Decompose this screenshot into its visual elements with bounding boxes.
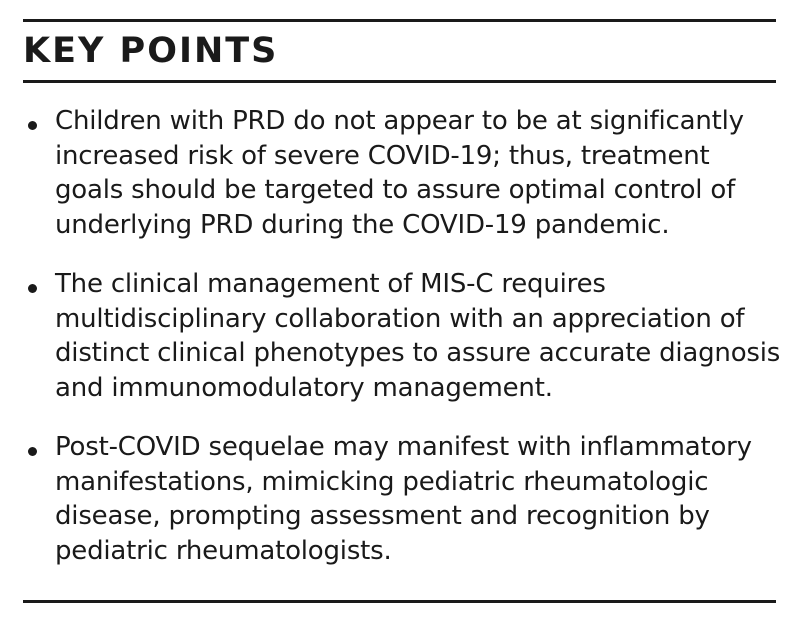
key-point-line: distinct clinical phenotypes to assure accurate diagnosis	[55, 338, 781, 368]
key-point-line: and immunomodulatory management.	[55, 372, 553, 403]
bullet-icon	[28, 121, 37, 130]
key-point-1	[23, 104, 783, 242]
key-point-2	[23, 267, 783, 405]
key-point-line: Post-COVID sequelae may manifest with inflammatory	[55, 432, 752, 462]
key-point-line: manifestations, mimicking pediatric rheumatologic	[55, 466, 709, 497]
title-divider	[23, 80, 776, 83]
key-point-line: underlying PRD during the COVID-19 pandemic.	[55, 209, 670, 240]
key-points-title: KEY POINTS	[23, 31, 279, 71]
bullet-icon	[28, 447, 37, 456]
key-point-line: goals should be targeted to assure optimal control of	[55, 175, 736, 205]
key-points-list	[23, 104, 783, 593]
key-point-line: multidisciplinary collaboration with an appreciation of	[55, 303, 745, 334]
key-point-line: pediatric rheumatologists.	[55, 535, 392, 566]
bottom-rule	[23, 600, 776, 603]
key-point-line: The clinical management of MIS-C requires	[55, 269, 606, 299]
bullet-icon	[28, 284, 37, 293]
key-point-3	[23, 430, 783, 568]
key-point-line: Children with PRD do not appear to be at significantly	[55, 106, 744, 136]
key-point-line: disease, prompting assessment and recognition by	[55, 501, 710, 531]
top-rule	[23, 19, 776, 22]
key-point-line: increased risk of severe COVID-19; thus, treatment	[55, 140, 710, 171]
